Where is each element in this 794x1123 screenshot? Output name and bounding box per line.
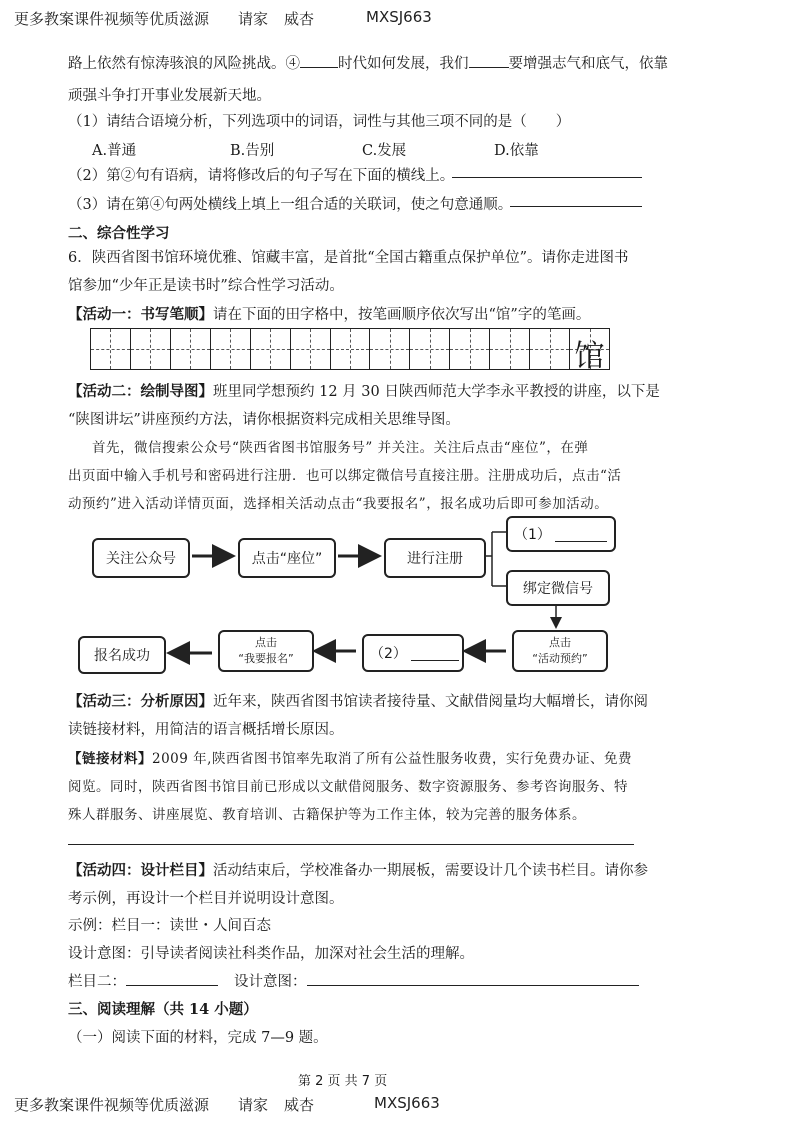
branch-bracket xyxy=(484,532,506,586)
model-character: 馆 xyxy=(574,339,605,374)
material-line-2: 出页面中输入手机号和密码进行注册．也可以绑定微信号直接注册。注册成功后，点击“活 xyxy=(68,468,622,484)
option-c[interactable]: C.发展 xyxy=(362,143,407,159)
flow-signup-bottom: “我要报名” xyxy=(238,652,294,665)
column-2-answer-line[interactable] xyxy=(126,971,218,986)
activity-3-text: 近年来，陕西省图书馆读者接待量、文献借阅量均大幅增长，请你阅 xyxy=(213,694,648,710)
header-code: MXSJ663 xyxy=(366,8,432,26)
question-2-text: （2）第②句有语病，请将修改后的句子写在下面的横线上。 xyxy=(68,168,455,184)
flow-register: 进行注册 xyxy=(384,538,486,578)
material-line-1: 首先，微信搜索公众号“陕西省图书馆服务号” 并关注。关注后点击“座位”，在弹 xyxy=(92,440,589,456)
activity-4-label: 【活动四：设计栏目】 xyxy=(68,862,213,879)
flow-signup-top: 点击 xyxy=(255,635,277,649)
link-material-line-3: 殊人群服务、讲座展览、教育培训、古籍保护等为工作主体，较为完善的服务体系。 xyxy=(68,807,586,823)
column-2-label: 栏目二： xyxy=(68,974,126,990)
option-a[interactable]: A.普通 xyxy=(92,143,137,159)
flow-blank-2-label: （2） xyxy=(370,646,407,662)
material-line-3: 动预约”进入活动详情页面，选择相关活动点击“我要报名”，报名成功后即可参加活动。 xyxy=(68,496,609,512)
passage-line-2: 顽强斗争打开事业发展新天地。 xyxy=(68,88,271,104)
activity-4-answer-row xyxy=(68,970,639,991)
link-material-text-1: 2009 年,陕西省图书馆率先取消了所有公益性服务收费，实行免费办证、免费 xyxy=(152,751,632,767)
activity-4-line-1 xyxy=(68,859,648,880)
footer-source-text: 更多教案课件视频等优质滋源 xyxy=(14,1096,210,1114)
flow-follow-account: 关注公众号 xyxy=(92,538,190,578)
option-b[interactable]: B.告别 xyxy=(230,143,275,159)
passage-part-a: 路上依然有惊涛骇浪的风险挑战。④ xyxy=(68,56,300,72)
intent-2-label: 设计意图： xyxy=(234,974,307,990)
activity-3-line-2: 读链接材料，用简洁的语言概括增长原因。 xyxy=(68,722,344,738)
footer-code: MXSJ663 xyxy=(374,1094,440,1112)
q6-line-2: 馆参加“少年正是读书时”综合性学习活动。 xyxy=(68,278,344,294)
flow-activity-bottom: “活动预约” xyxy=(532,652,588,665)
option-d[interactable]: D.依靠 xyxy=(494,143,539,159)
section-2-heading: 二、综合性学习 xyxy=(68,225,170,242)
grid-cell-model-char xyxy=(570,329,609,374)
footer-text-1: 请家 xyxy=(238,1096,269,1114)
activity-1-label: 【活动一：书写笔顺】 xyxy=(68,306,213,323)
activity-3-answer-line[interactable] xyxy=(68,844,634,845)
header-text-1: 请家 xyxy=(238,10,269,28)
question-3-text: （3）请在第④句两处横线上填上一组合适的关联词，使之句意通顺。 xyxy=(68,197,513,213)
activity-3-line-1 xyxy=(68,690,648,711)
q6-line-1: 6．陕西省图书馆环境优雅、馆藏丰富，是首批“全国古籍重点保护单位”。请你走进图书 xyxy=(68,250,629,266)
activity-4-line-2: 考示例，再设计一个栏目并说明设计意图。 xyxy=(68,891,344,907)
activity-1-text: 请在下面的田字格中，按笔画顺序依次写出“馆”字的笔画。 xyxy=(213,307,591,323)
link-material-label: 【链接材料】 xyxy=(68,751,152,767)
activity-2-line-2: “陕图讲坛”讲座预约方法，请你根据资料完成相关思维导图。 xyxy=(68,412,460,428)
section-3-heading: 三、阅读理解（共 14 小题） xyxy=(68,1001,258,1018)
passage-part-c: 要增强志气和底气，依靠 xyxy=(508,56,668,72)
activity-3-label: 【活动三：分析原因】 xyxy=(68,693,213,710)
activity-2-text: 班里同学想预约 12 月 30 日陕西师范大学李永平教授的讲座，以下是 xyxy=(213,384,660,400)
activity-4-example: 示例：栏目一：读世・人间百态 xyxy=(68,918,271,934)
footer-text-2: 威杏 xyxy=(284,1096,315,1114)
flow-click-seat: 点击“座位” xyxy=(238,538,336,578)
header-text-2: 威杏 xyxy=(284,10,315,28)
flow-activity-top: 点击 xyxy=(549,635,571,649)
header-source-text: 更多教案课件视频等优质滋源 xyxy=(14,10,210,28)
reading-1-instruction: （一）阅读下面的材料，完成 7—9 题。 xyxy=(68,1030,328,1046)
flow-blank-1-label: （1） xyxy=(514,527,551,543)
activity-4-text: 活动结束后，学校准备办一期展板，需要设计几个读书栏目。请你参 xyxy=(213,863,648,879)
passage-part-b: 时代如何发展，我们 xyxy=(338,56,469,72)
activity-4-intent: 设计意图：引导读者阅读社科类作品，加深对社会生活的理解。 xyxy=(68,946,474,962)
link-material-line-2: 阅览。同时，陕西省图书馆目前已形成以文献借阅服务、数字资源服务、参考咨询服务、特 xyxy=(68,779,628,795)
link-material-line-1 xyxy=(68,747,632,767)
intent-2-answer-line[interactable] xyxy=(307,971,639,986)
flow-signup-success: 报名成功 xyxy=(78,636,166,674)
flow-bind-wechat: 绑定微信号 xyxy=(506,570,610,606)
page-number: 第 2 页 共 7 页 xyxy=(298,1074,388,1089)
question-1-text: （1）请结合语境分析，下列选项中的词语，词性与其他三项不同的是（ ） xyxy=(68,114,571,130)
activity-2-label: 【活动二：绘制导图】 xyxy=(68,383,213,400)
